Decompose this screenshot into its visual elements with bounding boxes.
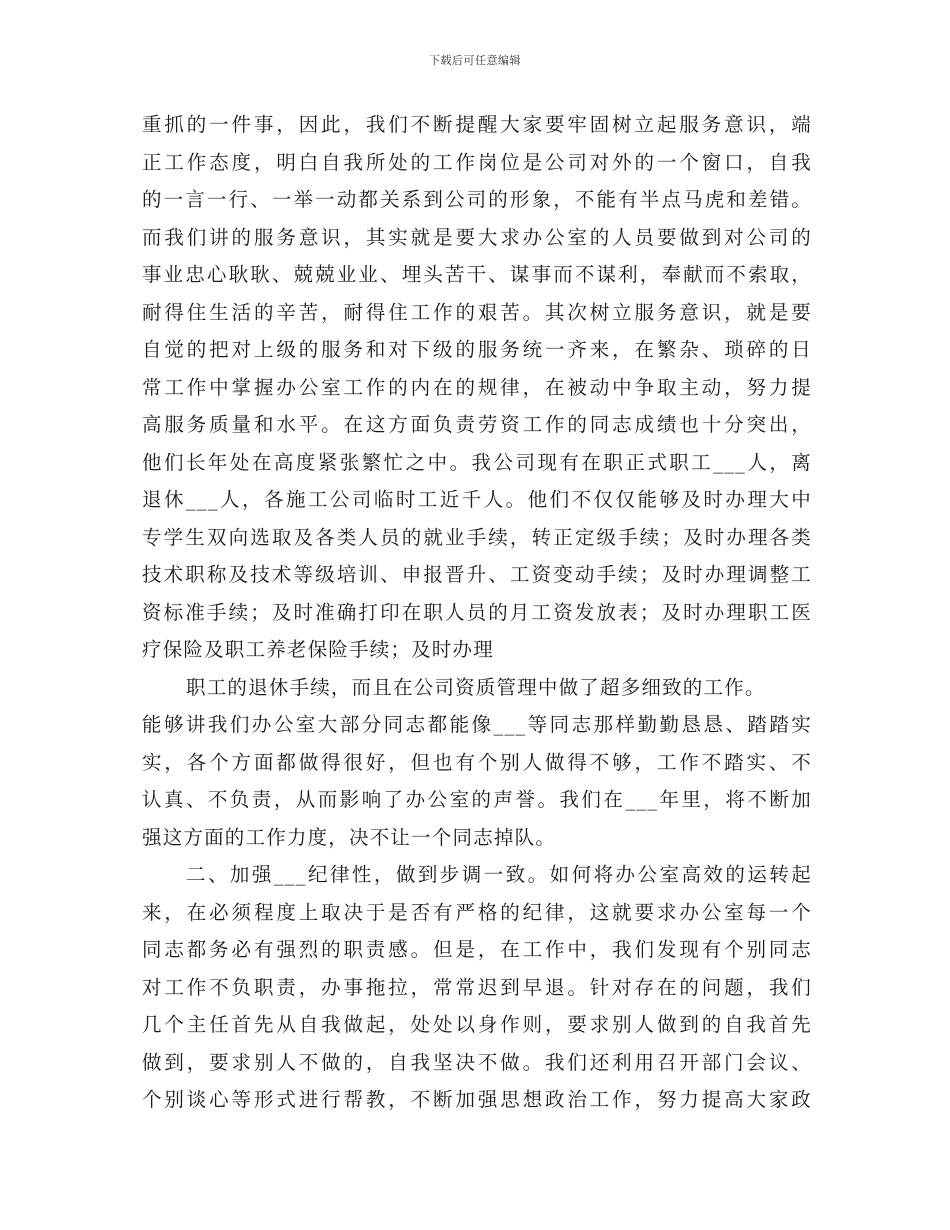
text-line: 专学生双向选取及各类人员的就业手续，转正定级手续；及时办理各类 <box>142 525 812 549</box>
page-header: 下载后可任意编辑 <box>429 54 521 67</box>
text-line: 个别谈心等形式进行帮教，不断加强思想政治工作，努力提高大家政 <box>142 1088 812 1111</box>
text-line: 重抓的一件事，因此，我们不断提醒大家要牢固树立起服务意识，端 <box>142 113 812 136</box>
text-line: 的一言一行、一举一动都关系到公司的形象，不能有半点马虎和差错。 <box>142 188 812 211</box>
paragraph <box>142 669 812 857</box>
text-line: 技术职称及技术等级培训、申报晋升、工资变动手续；及时办理调整工 <box>142 563 812 586</box>
paragraph <box>142 106 812 669</box>
text-line: 强这方面的工作力度，决不让一个同志掉队。 <box>142 825 557 849</box>
text-line: 正工作态度，明白自我所处的工作岗位是公司对外的一个窗口，自我 <box>142 150 812 174</box>
text-line: 疗保险及职工养老保险手续；及时办理 <box>142 638 494 661</box>
document-body <box>142 106 812 1119</box>
text-line: 耐得住生活的辛苦，耐得住工作的艰苦。其次树立服务意识，就是要 <box>142 300 812 324</box>
text-line: 对工作不负职责，办事拖拉，常常迟到早退。针对存在的问题，我们 <box>142 975 812 999</box>
text-line: 认真、不负责，从而影响了办公室的声誉。我们在___年里，将不断加 <box>142 788 812 811</box>
text-line: 二、加强___纪律性，做到步调一致。如何将办公室高效的运转起 <box>186 863 812 886</box>
text-line: 同志都务必有强烈的职责感。但是，在工作中，我们发现有个别同志 <box>142 938 812 961</box>
text-line: 退休___人，各施工公司临时工近千人。他们不仅仅能够及时办理大中 <box>142 488 812 511</box>
text-line: 高服务质量和水平。在这方面负责劳资工作的同志成绩也十分突出， <box>142 413 812 436</box>
text-line: 几个主任首先从自我做起，处处以身作则，要求别人做到的自我首先 <box>142 1013 812 1036</box>
text-line: 职工的退休手续，而且在公司资质管理中做了超多细致的工作。 <box>186 675 766 699</box>
text-line: 他们长年处在高度紧张繁忙之中。我公司现有在职正式职工___人，离 <box>142 450 812 474</box>
text-line: 能够讲我们办公室大部分同志都能像___等同志那样勤勤恳恳、踏踏实 <box>142 713 812 736</box>
text-line: 做到，要求别人不做的，自我坚决不做。我们还利用召开部门会议、 <box>142 1050 812 1074</box>
text-line: 资标准手续；及时准确打印在职人员的月工资发放表；及时办理职工医 <box>142 600 812 624</box>
paragraph <box>142 856 812 1119</box>
text-line: 自觉的把对上级的服务和对下级的服务统一齐来，在繁杂、琐碎的日 <box>142 338 812 361</box>
text-line: 事业忠心耿耿、兢兢业业、埋头苦干、谋事而不谋利，奉献而不索取， <box>142 263 812 286</box>
text-line: 实，各个方面都做得很好，但也有个别人做得不够，工作不踏实、不 <box>142 750 812 774</box>
text-line: 来，在必须程度上取决于是否有严格的纪律，这就要求办公室每一个 <box>142 900 812 924</box>
text-line: 而我们讲的服务意识，其实就是要大求办公室的人员要做到对公司的 <box>142 225 812 249</box>
text-line: 常工作中掌握办公室工作的内在的规律，在被动中争取主动，努力提 <box>142 375 812 399</box>
